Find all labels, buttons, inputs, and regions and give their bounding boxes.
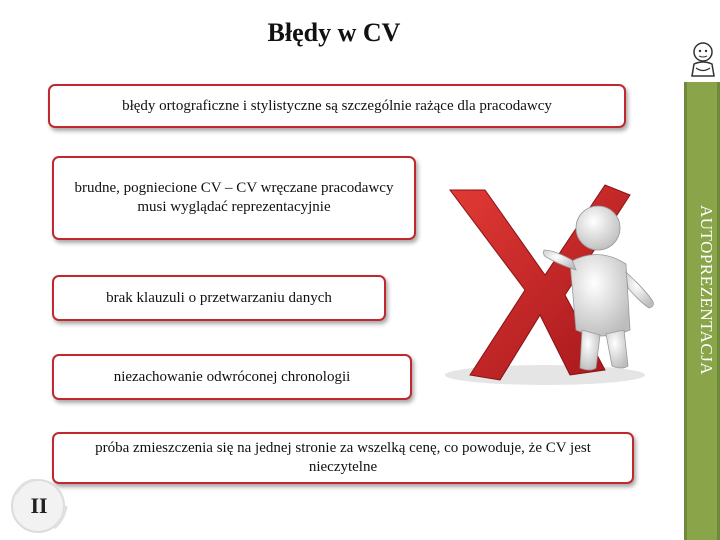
list-item (48, 84, 626, 128)
list-item (52, 354, 412, 400)
list-item-text: brudne, pogniecione CV – CV wręczane pracodawcy musi wyglądać reprezentacyjnie (74, 180, 394, 215)
page-number: II (30, 493, 48, 518)
page-title: Błędy w CV (267, 18, 401, 47)
thinking-figure-icon (686, 40, 720, 80)
list-item-text: brak klauzuli o przetwarzaniu danych (106, 289, 332, 306)
list-item-text: niezachowanie odwróconej chronologii (113, 368, 351, 385)
list-item (52, 275, 386, 321)
list-item-text: próba zmieszczenia się na jednej stronie za wszelką cenę, co powoduje, że CV jest nieczytelne (95, 440, 591, 475)
list-item-text: błędy ortograficzne i stylistyczne są szczególnie rażące dla pracodawcy (122, 97, 552, 114)
list-item (52, 432, 634, 484)
section-label: AUTOPREZENTACJA (697, 205, 716, 376)
red-x-with-figure-icon (430, 180, 660, 390)
list-item (52, 156, 416, 240)
